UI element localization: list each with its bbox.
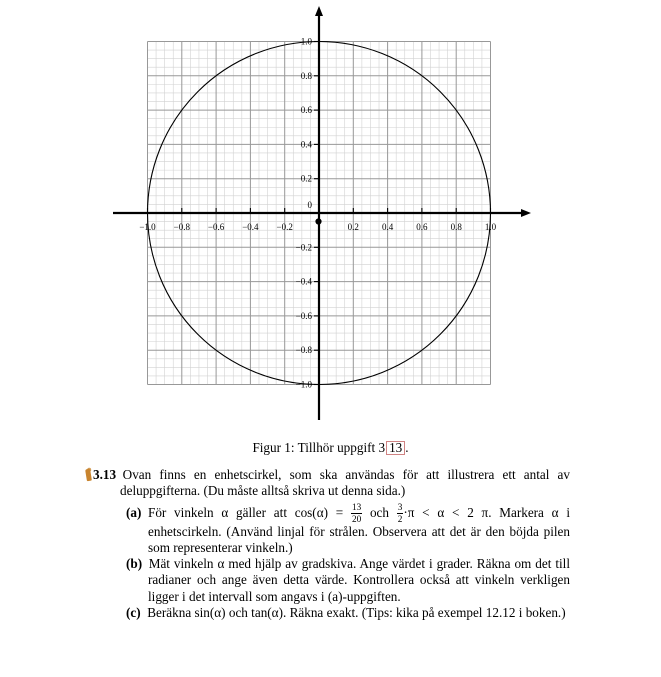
fraction-13-20: $\frac{13}{20}$ (351, 502, 362, 524)
fraction-3-2: $\frac{3}{2}$ (397, 502, 403, 524)
svg-text:0.8: 0.8 (450, 222, 462, 232)
svg-text:0.2: 0.2 (300, 173, 312, 184)
figure-caption-link[interactable]: 13 (386, 441, 405, 455)
exercise-item-c (93, 605, 570, 621)
item-b-label: (b) (126, 556, 143, 572)
exercise-intro (93, 467, 570, 499)
item-a-mid: och (362, 505, 397, 521)
svg-text:0.2: 0.2 (347, 222, 359, 232)
svg-text:−0.6: −0.6 (207, 222, 225, 232)
item-a-post: ·π < α < 2 π. Markera α i enhetscirkeln. (Använd linjal för strålen. Observera att det är den böjda pilen som representerar vinkeln.) (148, 505, 570, 555)
svg-text:1.0: 1.0 (484, 222, 497, 232)
item-b-text: Mät vinkeln α med hjälp av gradskiva. Ange värdet i grader. Räkna om det till radianer och ange även detta värde. Kontrollera också att vinkeln verkligen ligger i det intervall som angavs i (a)-uppgiften. (148, 556, 570, 604)
item-c-text: Beräkna sin(α) och tan(α). Räkna exakt. (Tips: kika på exempel 12.12 i boken.) (147, 604, 566, 620)
svg-text:−0.4: −0.4 (242, 222, 259, 232)
exercise-block (93, 467, 570, 621)
svg-text:0.4: 0.4 (300, 139, 312, 150)
exercise-intro-text: Ovan finns en enhetscirkel, som ska användas för att illustrera ett antal av deluppgifterna. (Du måste alltså skriva ut denna sida.) (120, 467, 570, 499)
bookmark-icon[interactable] (85, 469, 91, 482)
exercise-item-a (93, 502, 570, 556)
figure-caption-text: Figur 1: Tillhör uppgift 3 (252, 440, 386, 455)
svg-text:1.0: 1.0 (300, 36, 312, 47)
item-a-label: (a) (126, 505, 142, 521)
svg-text:−0.6: −0.6 (295, 310, 312, 321)
svg-text:−1.0: −1.0 (295, 379, 312, 390)
item-a-pre: För vinkeln α gäller att cos(α) = (147, 505, 351, 521)
svg-text:−0.2: −0.2 (295, 242, 312, 253)
svg-text:0.6: 0.6 (300, 105, 312, 116)
exercise-number: 3.13 (93, 467, 117, 482)
svg-text:−0.8: −0.8 (173, 222, 190, 232)
figure-caption-period: . (405, 440, 409, 455)
svg-text:−0.2: −0.2 (276, 222, 293, 232)
exercise-item-b (93, 556, 570, 605)
figure-caption (0, 440, 661, 456)
svg-text:0: 0 (307, 200, 312, 210)
item-c-label: (c) (126, 604, 141, 620)
svg-text:−1.0: −1.0 (139, 222, 156, 232)
svg-text:0.6: 0.6 (416, 222, 428, 232)
svg-text:−0.4: −0.4 (295, 276, 312, 287)
svg-text:0.8: 0.8 (300, 70, 312, 81)
svg-text:0.4: 0.4 (381, 222, 394, 232)
svg-text:−0.8: −0.8 (295, 345, 312, 356)
